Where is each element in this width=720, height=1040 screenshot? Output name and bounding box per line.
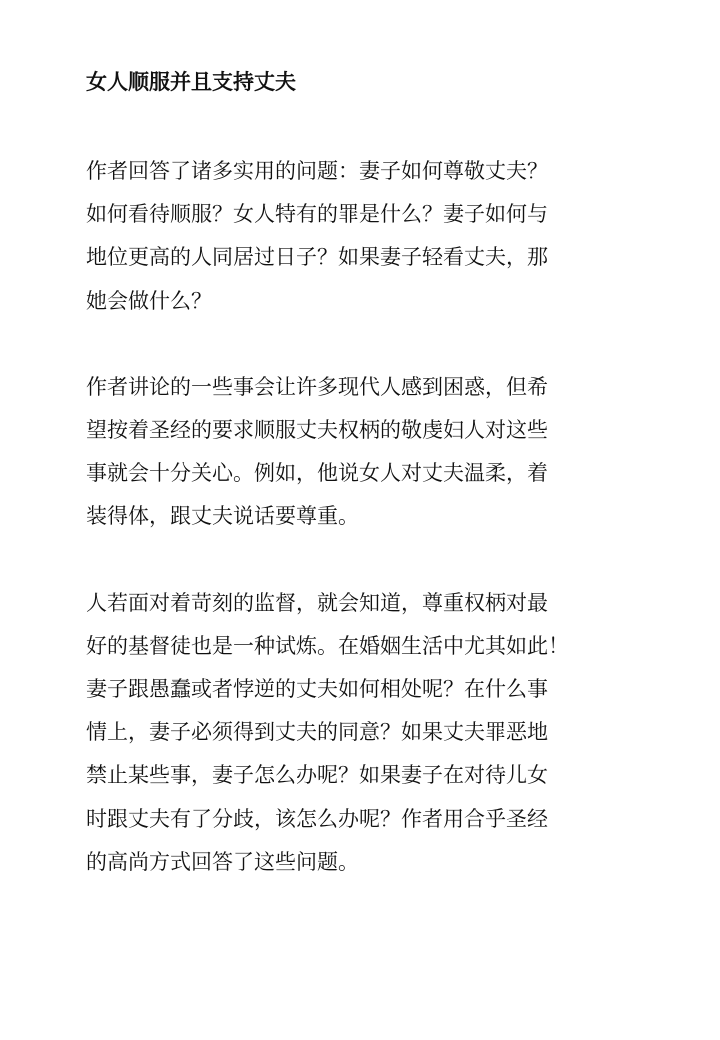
paragraph-line: 的高尚方式回答了这些问题。 (86, 849, 359, 874)
paragraph-1 (86, 150, 646, 323)
paragraph-line: 地位更高的人同居过日子？如果妻子轻看丈夫，那 (86, 245, 548, 270)
paragraph-line: 作者回答了诸多实用的问题：妻子如何尊敬丈夫？ (86, 159, 548, 183)
paragraph-line: 望按着圣经的要求顺服丈夫权柄的敬虔妇人对这些 (86, 418, 548, 443)
paragraph-line: 装得体，跟丈夫说话要尊重。 (86, 504, 359, 529)
paragraph-line: 情上，妻子必须得到丈夫的同意？如果丈夫罪恶地 (86, 720, 548, 745)
paragraph-line: 事就会十分关心。例如，他说女人对丈夫温柔，着 (86, 461, 548, 486)
paragraph-line: 妻子跟愚蠢或者悖逆的丈夫如何相处呢？在什么事 (86, 677, 548, 702)
paragraph-line: 禁止某些事，妻子怎么办呢？如果妻子在对待儿女 (86, 763, 548, 788)
paragraph-line: 如何看待顺服？女人特有的罪是什么？妻子如何与 (86, 202, 548, 227)
paragraph-line: 作者讲论的一些事会让许多现代人感到困惑，但希 (86, 374, 548, 399)
paragraph-3 (86, 582, 646, 884)
article (86, 60, 646, 884)
paragraph-line: 时跟丈夫有了分歧，该怎么办呢？作者用合乎圣经 (86, 806, 548, 831)
article-title: 女人顺服并且支持丈夫 (86, 70, 296, 94)
paragraph-line: 她会做什么？ (86, 288, 212, 313)
paragraph-line: 好的基督徒也是一种试炼。在婚姻生活中尤其如此！ (86, 633, 569, 658)
paragraph-2 (86, 366, 646, 539)
paragraph-line: 人若面对着苛刻的监督，就会知道，尊重权柄对最 (86, 590, 548, 615)
